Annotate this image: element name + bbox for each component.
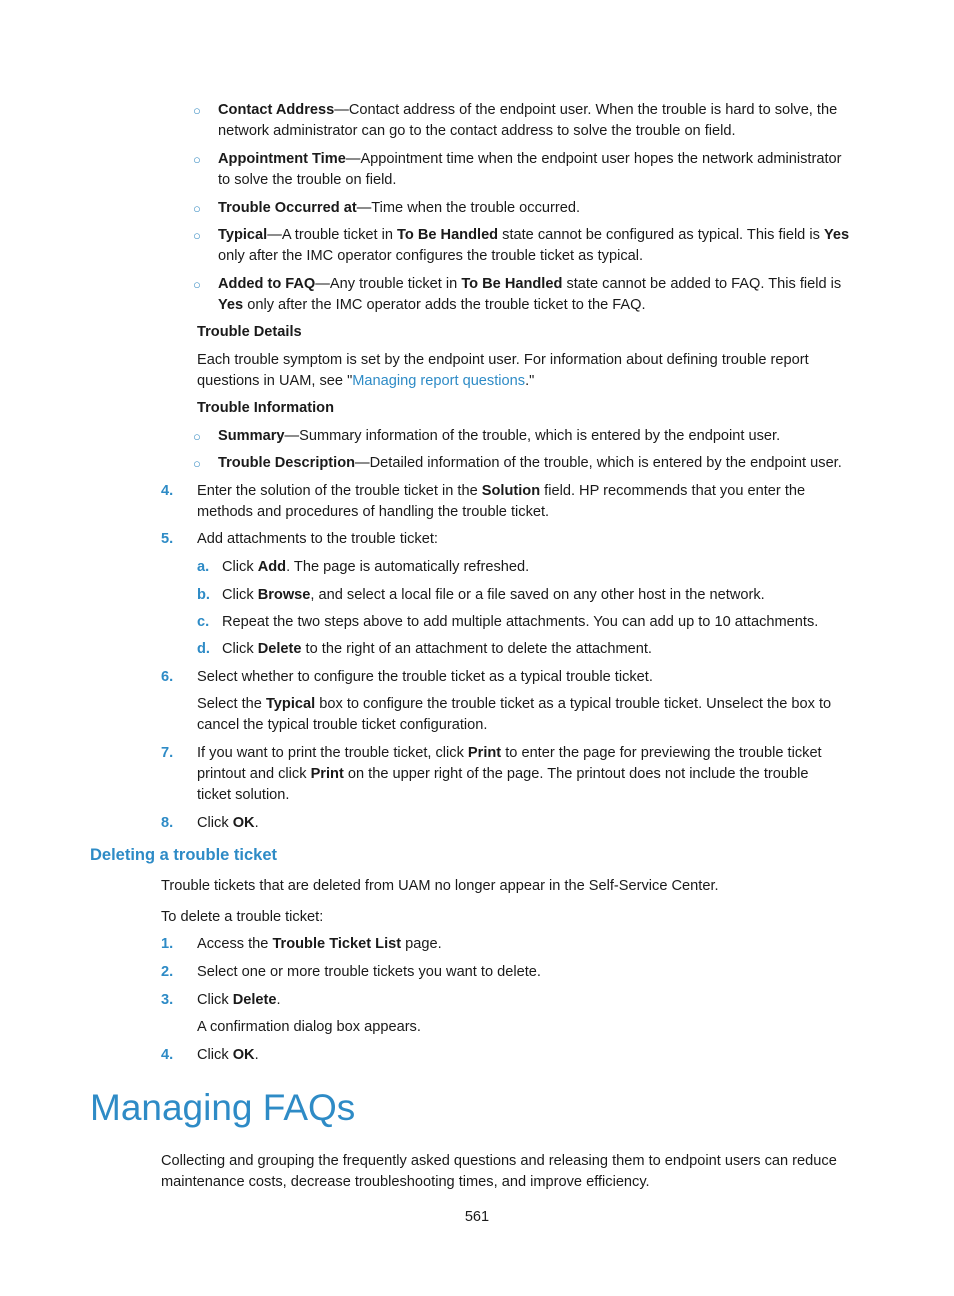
step-number: 3. <box>161 992 174 1008</box>
faq-intro-paragraph: Collecting and grouping the frequently asked questions and releasing them to endpoint users can reduce maintenance costs, decrease troubleshooting times, and improve efficiency. <box>161 1153 837 1190</box>
trouble-information-heading: Trouble Information <box>197 400 335 416</box>
substep-a-text: Click Add. The page is automatically refreshed. <box>222 559 530 575</box>
step-number: 7. <box>161 745 174 761</box>
substep-letter: c. <box>197 614 210 630</box>
step-7-text: If you want to print the trouble ticket, click Print to enter the page for previewing the trouble ticket printout and click Print on the upper right of the page. The printout does not include the trouble ticket solution. <box>197 745 822 803</box>
bullet-marker: ○ <box>193 429 201 444</box>
substep-c-text: Repeat the two steps above to add multiple attachments. You can add up to 10 attachments. <box>222 614 819 630</box>
step-number: 1. <box>161 936 174 952</box>
step-number: 2. <box>161 964 174 980</box>
bullet-marker: ○ <box>193 228 201 243</box>
step-number: 8. <box>161 815 174 831</box>
bullet-added-to-faq: Added to FAQ—Any trouble ticket in To Be Handled state cannot be added to FAQ. This field is Yes only after the IMC operator adds the trouble ticket to the FAQ. <box>218 276 842 313</box>
step-number: 5. <box>161 531 174 547</box>
chapter-heading-managing-faqs: Managing FAQs <box>90 1087 356 1128</box>
delete-intro: Trouble tickets that are deleted from UAM no longer appear in the Self-Service Center. <box>161 878 719 894</box>
delete-step-2-text: Select one or more trouble tickets you want to delete. <box>197 964 541 980</box>
bullet-marker: ○ <box>193 103 201 118</box>
step-number: 4. <box>161 1047 174 1063</box>
bullet-marker: ○ <box>193 456 201 471</box>
managing-report-questions-link[interactable]: Managing report questions <box>352 373 526 389</box>
bullet-trouble-description: Trouble Description—Detailed information of the trouble, which is entered by the endpoint user. <box>218 455 842 471</box>
delete-step-1-text: Access the Trouble Ticket List page. <box>197 936 442 952</box>
trouble-details-heading: Trouble Details <box>197 324 302 340</box>
step-4-text: Enter the solution of the trouble ticket in the Solution field. HP recommends that you enter the methods and procedures of handling the trouble ticket. <box>197 483 806 520</box>
delete-step-3-text: Click Delete. <box>197 992 281 1008</box>
trouble-details-paragraph: Each trouble symptom is set by the endpoint user. For information about defining trouble report questions in UAM, see "Managing report questions." <box>197 352 809 389</box>
bullet-marker: ○ <box>193 277 201 292</box>
bullet-marker: ○ <box>193 201 201 216</box>
step-5-text: Add attachments to the trouble ticket: <box>197 531 438 547</box>
delete-step-4-text: Click OK. <box>197 1047 259 1063</box>
bullet-summary: Summary—Summary information of the trouble, which is entered by the endpoint user. <box>218 428 781 444</box>
step-8-text: Click OK. <box>197 815 259 831</box>
delete-step-3-note: A confirmation dialog box appears. <box>197 1019 421 1035</box>
delete-lead: To delete a trouble ticket: <box>161 909 324 925</box>
substep-letter: d. <box>197 641 210 657</box>
bullet-trouble-occurred: Trouble Occurred at—Time when the trouble occurred. <box>218 200 581 216</box>
substep-b-text: Click Browse, and select a local file or a file saved on any other host in the network. <box>222 587 765 603</box>
section-heading-deleting-trouble-ticket: Deleting a trouble ticket <box>90 846 278 864</box>
bullet-appointment-time: Appointment Time—Appointment time when the endpoint user hopes the network administrator to solve the trouble on field. <box>218 151 842 188</box>
substep-d-text: Click Delete to the right of an attachment to delete the attachment. <box>222 641 652 657</box>
step-6-detail: Select the Typical box to configure the trouble ticket as a typical trouble ticket. Unselect the box to cancel the typical trouble ticket configuration. <box>197 696 832 733</box>
substep-letter: a. <box>197 559 210 575</box>
bullet-contact-address: Contact Address—Contact address of the endpoint user. When the trouble is hard to solve, the network administrator can go to the contact address to solve the trouble on field. <box>218 102 838 139</box>
step-number: 4. <box>161 483 174 499</box>
step-6-text: Select whether to configure the trouble ticket as a typical trouble ticket. <box>197 669 653 685</box>
step-number: 6. <box>161 669 174 685</box>
page-number: 561 <box>464 1209 490 1225</box>
bullet-marker: ○ <box>193 152 201 167</box>
bullet-typical: Typical—A trouble ticket in To Be Handled state cannot be configured as typical. This field is Yes only after the IMC operator configures the trouble ticket as typical. <box>218 227 850 264</box>
substep-letter: b. <box>197 587 210 603</box>
